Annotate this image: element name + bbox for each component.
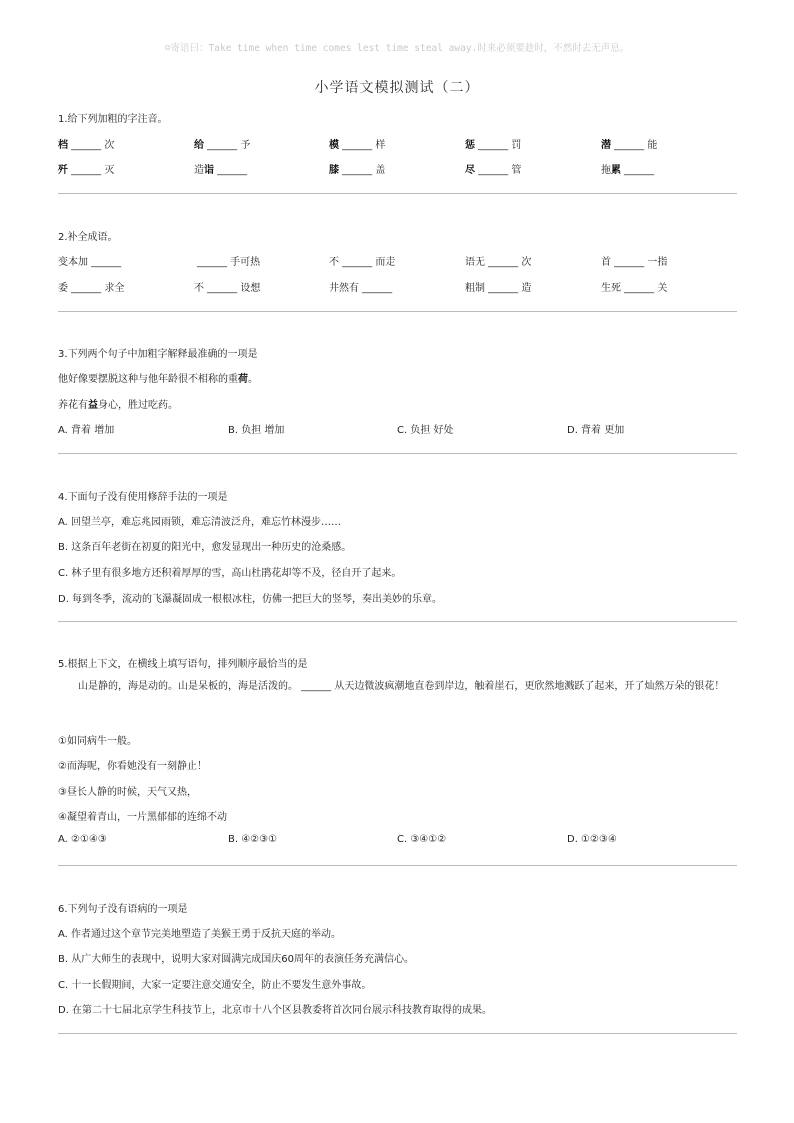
page-title: 小学语文模拟测试（二） [314,80,480,96]
q2-row-1 [58,253,748,267]
section-divider [58,621,737,622]
idiom-item: 首 ______ 一指 [601,257,668,268]
q1-item: 模 ______ 样 [329,140,386,151]
q5-item: ①如同病牛一般。 [58,736,137,747]
idiom-item: 不 ______ 而走 [329,257,396,268]
q3-prompt: 3.下列两个句子中加粗字解释最准确的一项是 [58,349,258,360]
idiom-item: ______ 手可热 [197,257,261,268]
option-c[interactable]: C. 负担 好处 [397,425,454,436]
option-c[interactable]: C. 十一长假期间，大家一定要注意交通安全，防止不要发生意外事故。 [58,980,372,991]
q5-passage: 山是静的，海是动的。山是呆板的，海是活泼的。 ______ 从天边微波疯潮地直卷到岸边，触着崖石，更欣然地溅跃了起来，开了灿然万朵的银花！ [78,681,725,692]
option-c[interactable]: C. 林子里有很多地方还积着厚厚的雪，高山杜鹃花却等不及，径自开了起来。 [58,568,402,579]
q1-item: 造诣 ______ [194,165,248,176]
option-b[interactable]: B. 这条百年老街在初夏的阳光中，愈发显现出一种历史的沧桑感。 [58,542,352,553]
q1-item: 潜 ______ 能 [601,140,658,151]
q4-prompt: 4.下面句子没有使用修辞手法的一项是 [58,492,228,503]
idiom-item: 委 ______ 求全 [58,283,125,294]
option-b[interactable]: B. 从广大师生的表现中，说明大家对圆满完成国庆60周年的表演任务充满信心。 [58,954,414,965]
section-divider [58,311,737,312]
q1-prompt: 1.给下列加粗的字注音。 [58,114,168,125]
q1-item: 档 ______ 次 [58,140,115,151]
q1-row-2 [58,161,748,175]
q3-options [58,421,748,435]
section-divider [58,453,737,454]
section-divider [58,1033,737,1034]
option-d[interactable]: D. ①②③④ [567,834,617,845]
option-a[interactable]: A. ②①④③ [58,834,107,845]
q5-prompt: 5.根据上下文，在横线上填写语句，排列顺序最恰当的是 [58,659,308,670]
q2-prompt: 2.补全成语。 [58,232,118,243]
idiom-item: 井然有 ______ [329,283,393,294]
motto-watermark: ☺寄语曰：Take time when time comes lest time steal away.时来必须要趁时，不然时去无声息。 [164,43,630,54]
idiom-item: 语无 ______ 次 [465,257,532,268]
q1-item: 歼 ______ 灭 [58,165,115,176]
q1-row-1 [58,136,748,150]
q1-item: 拖累 ______ [601,165,655,176]
q1-item: 尽 ______ 管 [465,165,522,176]
option-a[interactable]: A. 背着 增加 [58,425,115,436]
option-d[interactable]: D. 背着 更加 [567,425,625,436]
q3-sentence-2: 养花有益身心，胜过吃药。 [58,400,178,411]
option-a[interactable]: A. 回望兰亭，难忘兆园雨锁，难忘清波泛舟，难忘竹林漫步…… [58,517,342,528]
option-a[interactable]: A. 作者通过这个章节完美地塑造了美猴王勇于反抗天庭的举动。 [58,929,342,940]
q2-row-2 [58,279,748,293]
section-divider [58,193,737,194]
option-c[interactable]: C. ③④①② [397,834,447,845]
q1-item: 给 ______ 予 [194,140,251,151]
option-d[interactable]: D. 在第二十七届北京学生科技节上，北京市十八个区县教委将首次同台展示科技教育取得的成果。 [58,1005,493,1016]
idiom-item: 生死 ______ 关 [601,283,668,294]
q5-item: ④凝望着青山，一片黑郁郁的连绵不动 [58,812,227,823]
idiom-item: 变本加 ______ [58,257,122,268]
q1-item: 膝 ______ 盖 [329,165,386,176]
option-d[interactable]: D. 每到冬季，流动的飞瀑凝固成一根根冰柱，仿佛一把巨大的竖琴，奏出美妙的乐章。 [58,594,443,605]
idiom-item: 粗制 ______ 造 [465,283,532,294]
q3-sentence-1: 他好像要摆脱这种与他年龄很不相称的重荷。 [58,374,258,385]
q1-item: 惩 ______ 罚 [465,140,522,151]
idiom-item: 不 ______ 设想 [194,283,261,294]
option-b[interactable]: B. 负担 增加 [228,425,285,436]
option-b[interactable]: B. ④②③① [228,834,278,845]
section-divider [58,865,737,866]
q6-prompt: 6.下列句子没有语病的一项是 [58,904,188,915]
q5-item: ③昼长人静的时候，天气又热， [58,787,197,798]
q5-options [58,834,748,848]
q5-item: ②而海呢，你看她没有一刻静止！ [58,761,207,772]
